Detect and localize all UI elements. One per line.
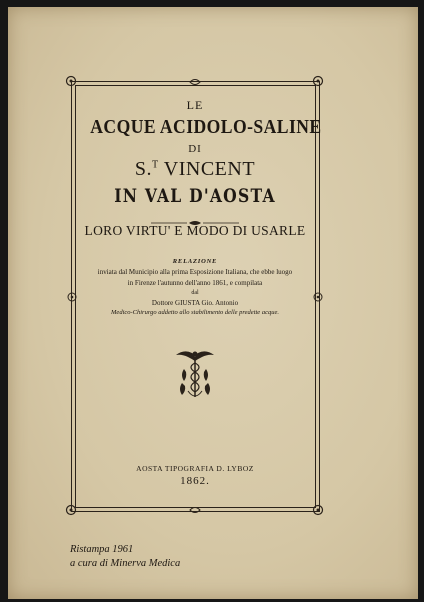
title-di: DI (188, 143, 202, 155)
bottom-ornament-icon (189, 503, 201, 517)
divider-ornament (151, 213, 239, 219)
title-article: LE (186, 98, 204, 112)
author-name: Dottore GIUSTA Gio. Antonio (151, 299, 239, 307)
corner-ornament-icon (311, 503, 325, 517)
publication-year: 1862. (180, 475, 210, 487)
reprint-credit: a cura di Minerva Medica (70, 558, 181, 569)
corner-ornament-icon (311, 74, 325, 88)
top-ornament-icon (189, 75, 201, 89)
place-name: S.$^T$ VINCENT (134, 158, 256, 180)
caduceus-icon (172, 345, 218, 401)
relazione-label: RELAZIONE (172, 258, 218, 265)
description-line: inviata dal Municipio alla prima Esposizione Italiana, che ebbe luogo (97, 268, 293, 276)
corner-ornament-icon (64, 503, 78, 517)
region-title: IN VAL D'AOSTA (114, 185, 276, 207)
description-line: in Firenze l'autunno dell'anno 1861, e compilata (127, 279, 263, 287)
author-role: Medico-Chirurgo addetto allo stabilimento delle predette acque. (111, 309, 279, 316)
corner-ornament-icon (64, 74, 78, 88)
printer-name: AOSTA TIPOGRAFIA D. LYBOZ (136, 464, 254, 473)
subtitle: LORO VIRTU' E MODO DI USARLE (84, 223, 306, 238)
dal-label: dal (191, 290, 199, 296)
page-title: ACQUE ACIDOLO-SALINE (90, 116, 322, 138)
reprint-note: Ristampa 1961 (70, 544, 134, 555)
